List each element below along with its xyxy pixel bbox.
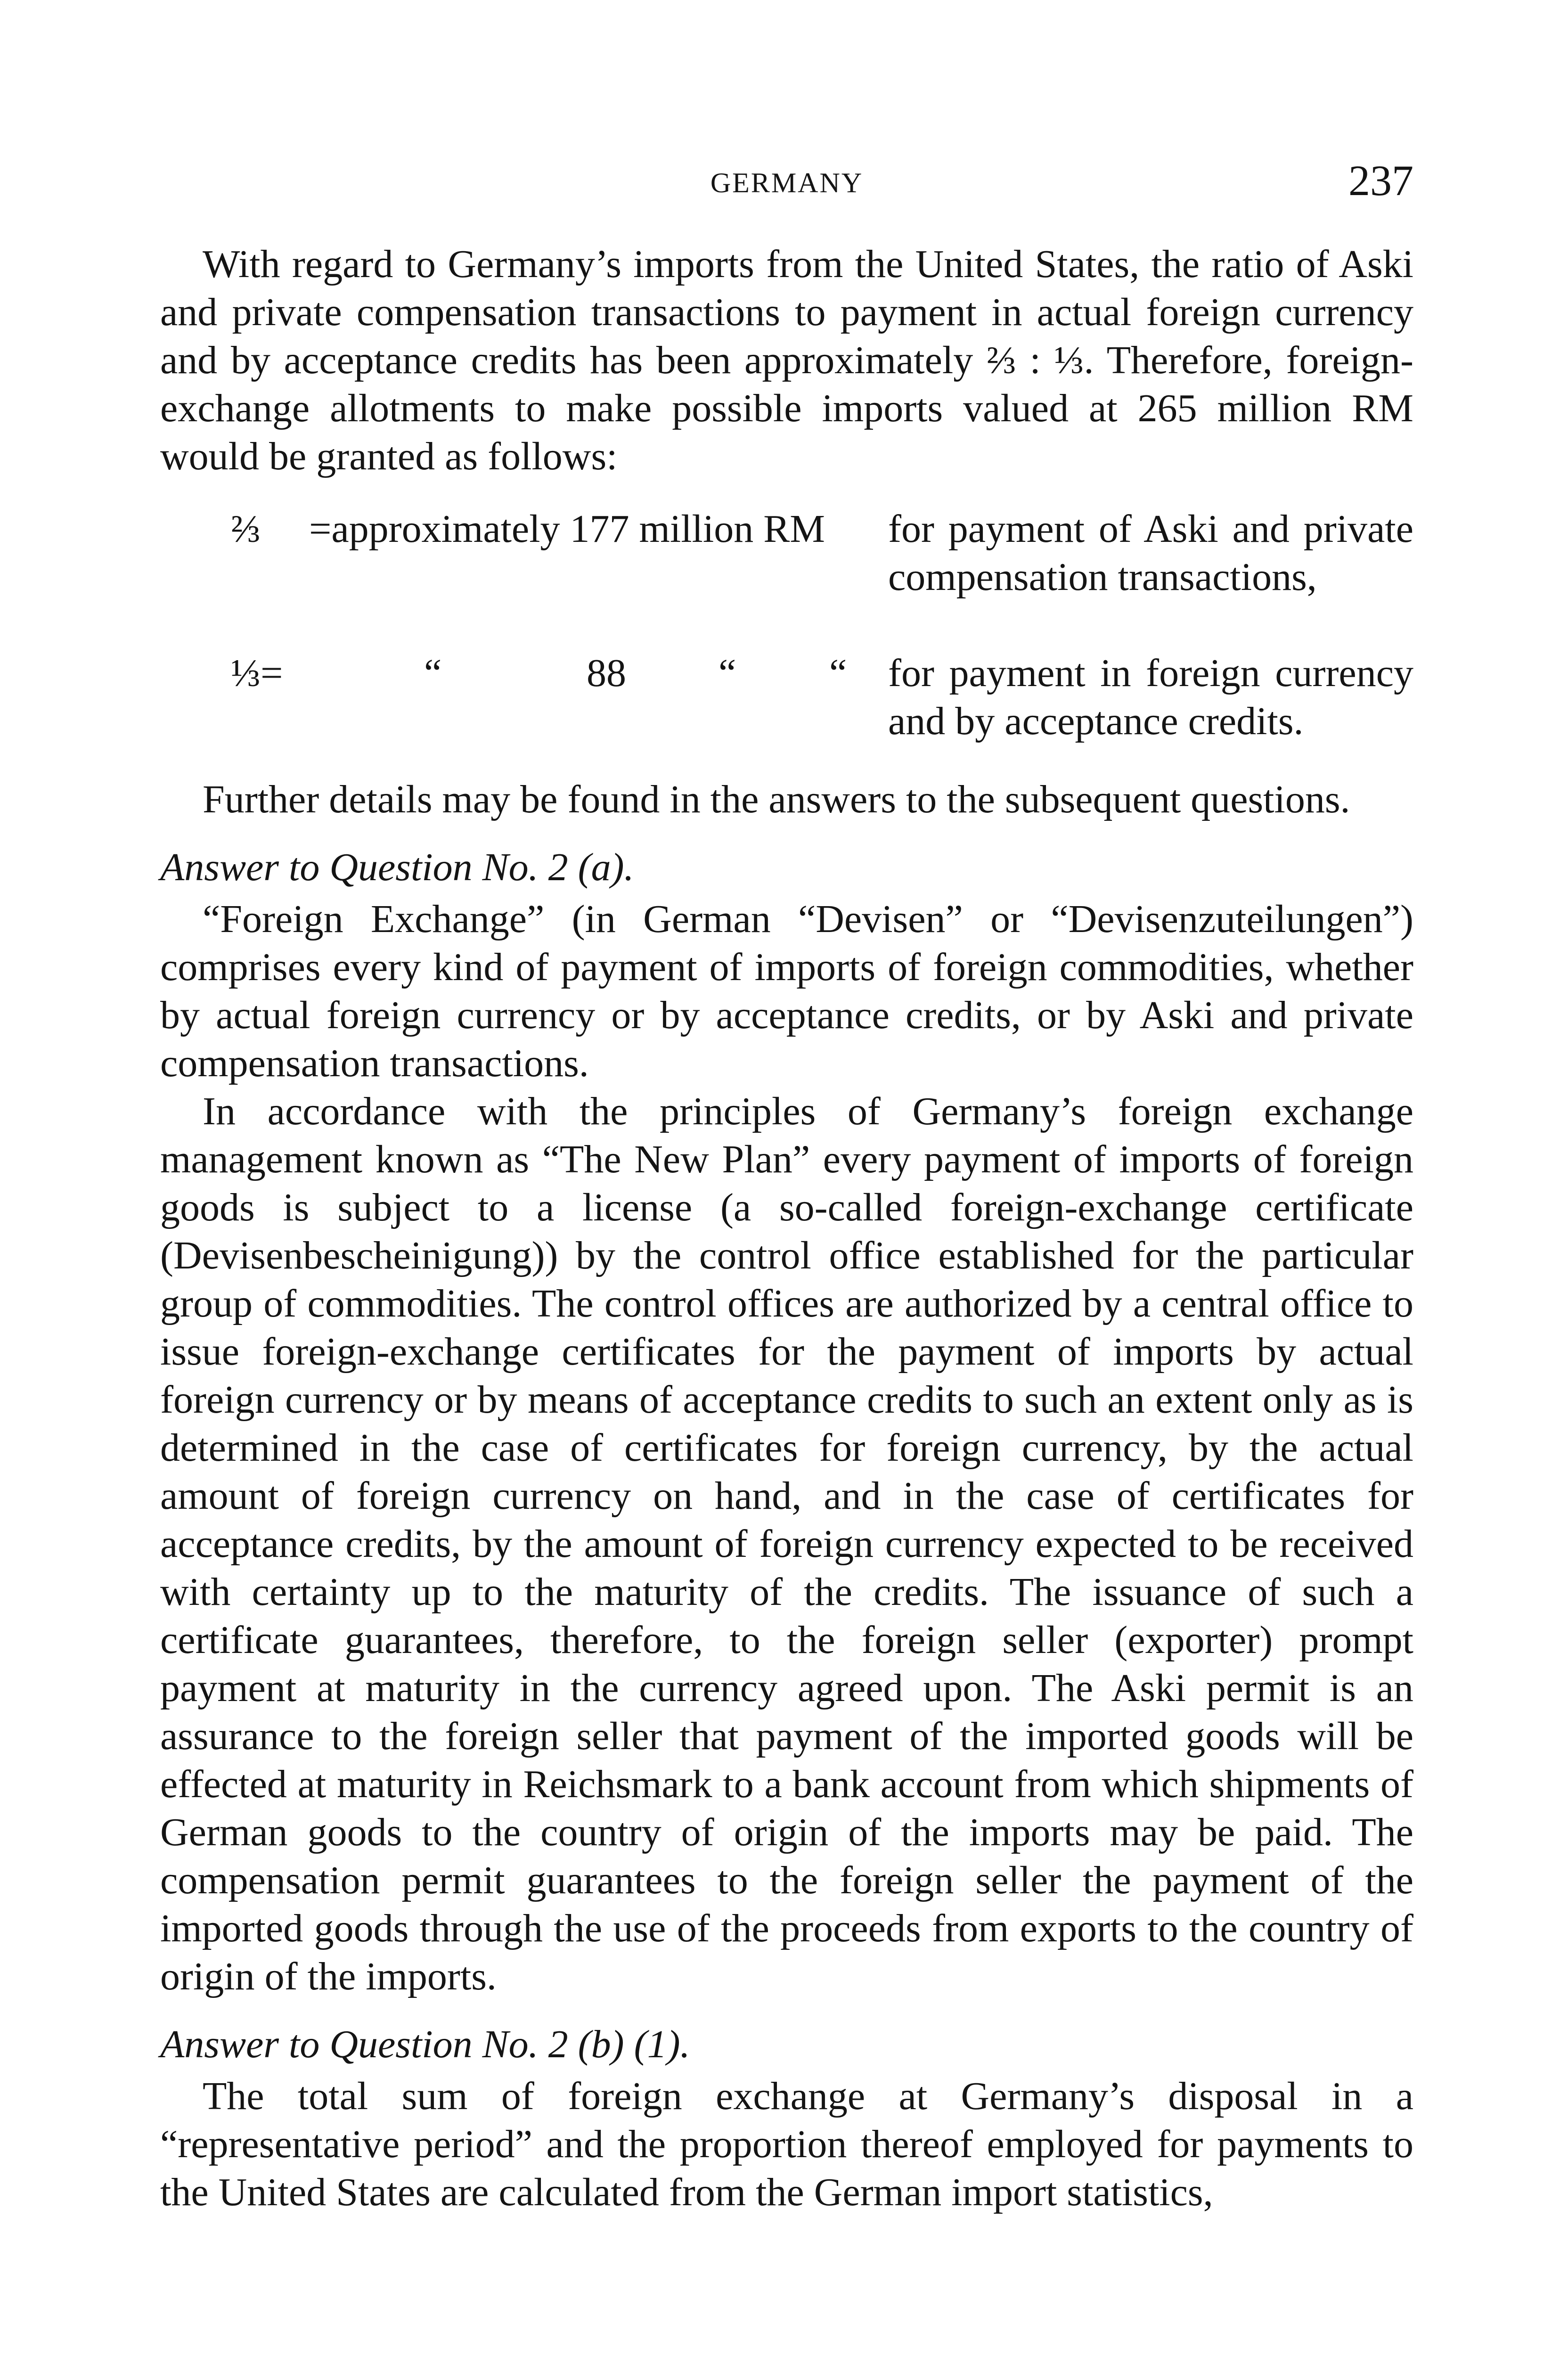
heading-answer-2b1: Answer to Question No. 2 (b) (1). (160, 2022, 690, 2066)
allocation-purpose-foreign-currency: for payment in foreign currency and by acceptance credits. (888, 651, 1413, 743)
allocation-table (160, 505, 1413, 755)
allocation-fraction-two-thirds: ⅔ (231, 507, 261, 551)
paragraph-further-details: Further details may be found in the answers to the subsequent questions. (203, 777, 1350, 821)
ditto-mark: “ (829, 651, 847, 695)
allocation-amount-177: =approximately 177 million RM (309, 507, 825, 551)
ditto-mark: “ (424, 651, 442, 695)
running-head: GERMANY (710, 167, 864, 198)
allocation-purpose-aski: for payment of Aski and private compensation transactions, (888, 507, 1413, 599)
paragraph-new-plan: In accordance with the principles of Germany’s foreign exchange management known as “The New Plan” every payment of imports of foreign goods is subject to a license (a so-called foreign-exchange certificate (Devisenbescheinigung)) by the control office established for the particular group of commodities. The control offices are authorized by a central office to issue foreign-exchange certificates for the payment of imports by actual foreign currency or by means of acceptance credits to such an extent only as is determined in the case of certificates for foreign currency, by the actual amount of foreign currency on hand, and in the case of certificates for acceptance credits, by the amount of foreign currency expected to be received with certainty up to the maturity of the credits. The issuance of such a certificate guarantees, therefore, to the foreign seller (exporter) prompt payment at maturity in the currency agreed upon. The Aski permit is an assurance to the foreign seller that payment of the imported goods will be effected at maturity in Reichsmark to a bank account from which shipments of German goods to the country of origin of the imports may be paid. The compensation permit guarantees to the foreign seller the payment of the imported goods through the use of the proceeds from exports to the country of origin of the imports. (160, 1089, 1413, 1998)
heading-answer-2a: Answer to Question No. 2 (a). (160, 845, 634, 889)
body-text (160, 240, 1413, 2217)
allocation-amount-88: 88 (587, 651, 626, 695)
allocation-fraction-one-third: ⅓= (231, 651, 283, 695)
paragraph-import-ratio: With regard to Germany’s imports from the United States, the ratio of Aski and private compensation transactions to payment in actual foreign currency and by acceptance credits has been approximately ⅔ : ⅓. Therefore, foreign-exchange allotments to make possible imports valued at 265 million RM would be granted as follows: (160, 242, 1413, 478)
page-number: 237 (1348, 156, 1413, 205)
paragraph-total-sum: The total sum of foreign exchange at Germany’s disposal in a “representative period” and the proportion thereof employed for payments to the United States are calculated from the German import statistics, (160, 2074, 1413, 2214)
paragraph-foreign-exchange-definition: “Foreign Exchange” (in German “Devisen” or “Devisenzuteilungen”) comprises every kind of payment of imports of foreign commodities, whether by actual foreign currency or by acceptance credits, or by Aski and private compensation transactions. (160, 897, 1413, 1085)
page-header (160, 155, 1413, 212)
ditto-mark: “ (719, 651, 736, 695)
